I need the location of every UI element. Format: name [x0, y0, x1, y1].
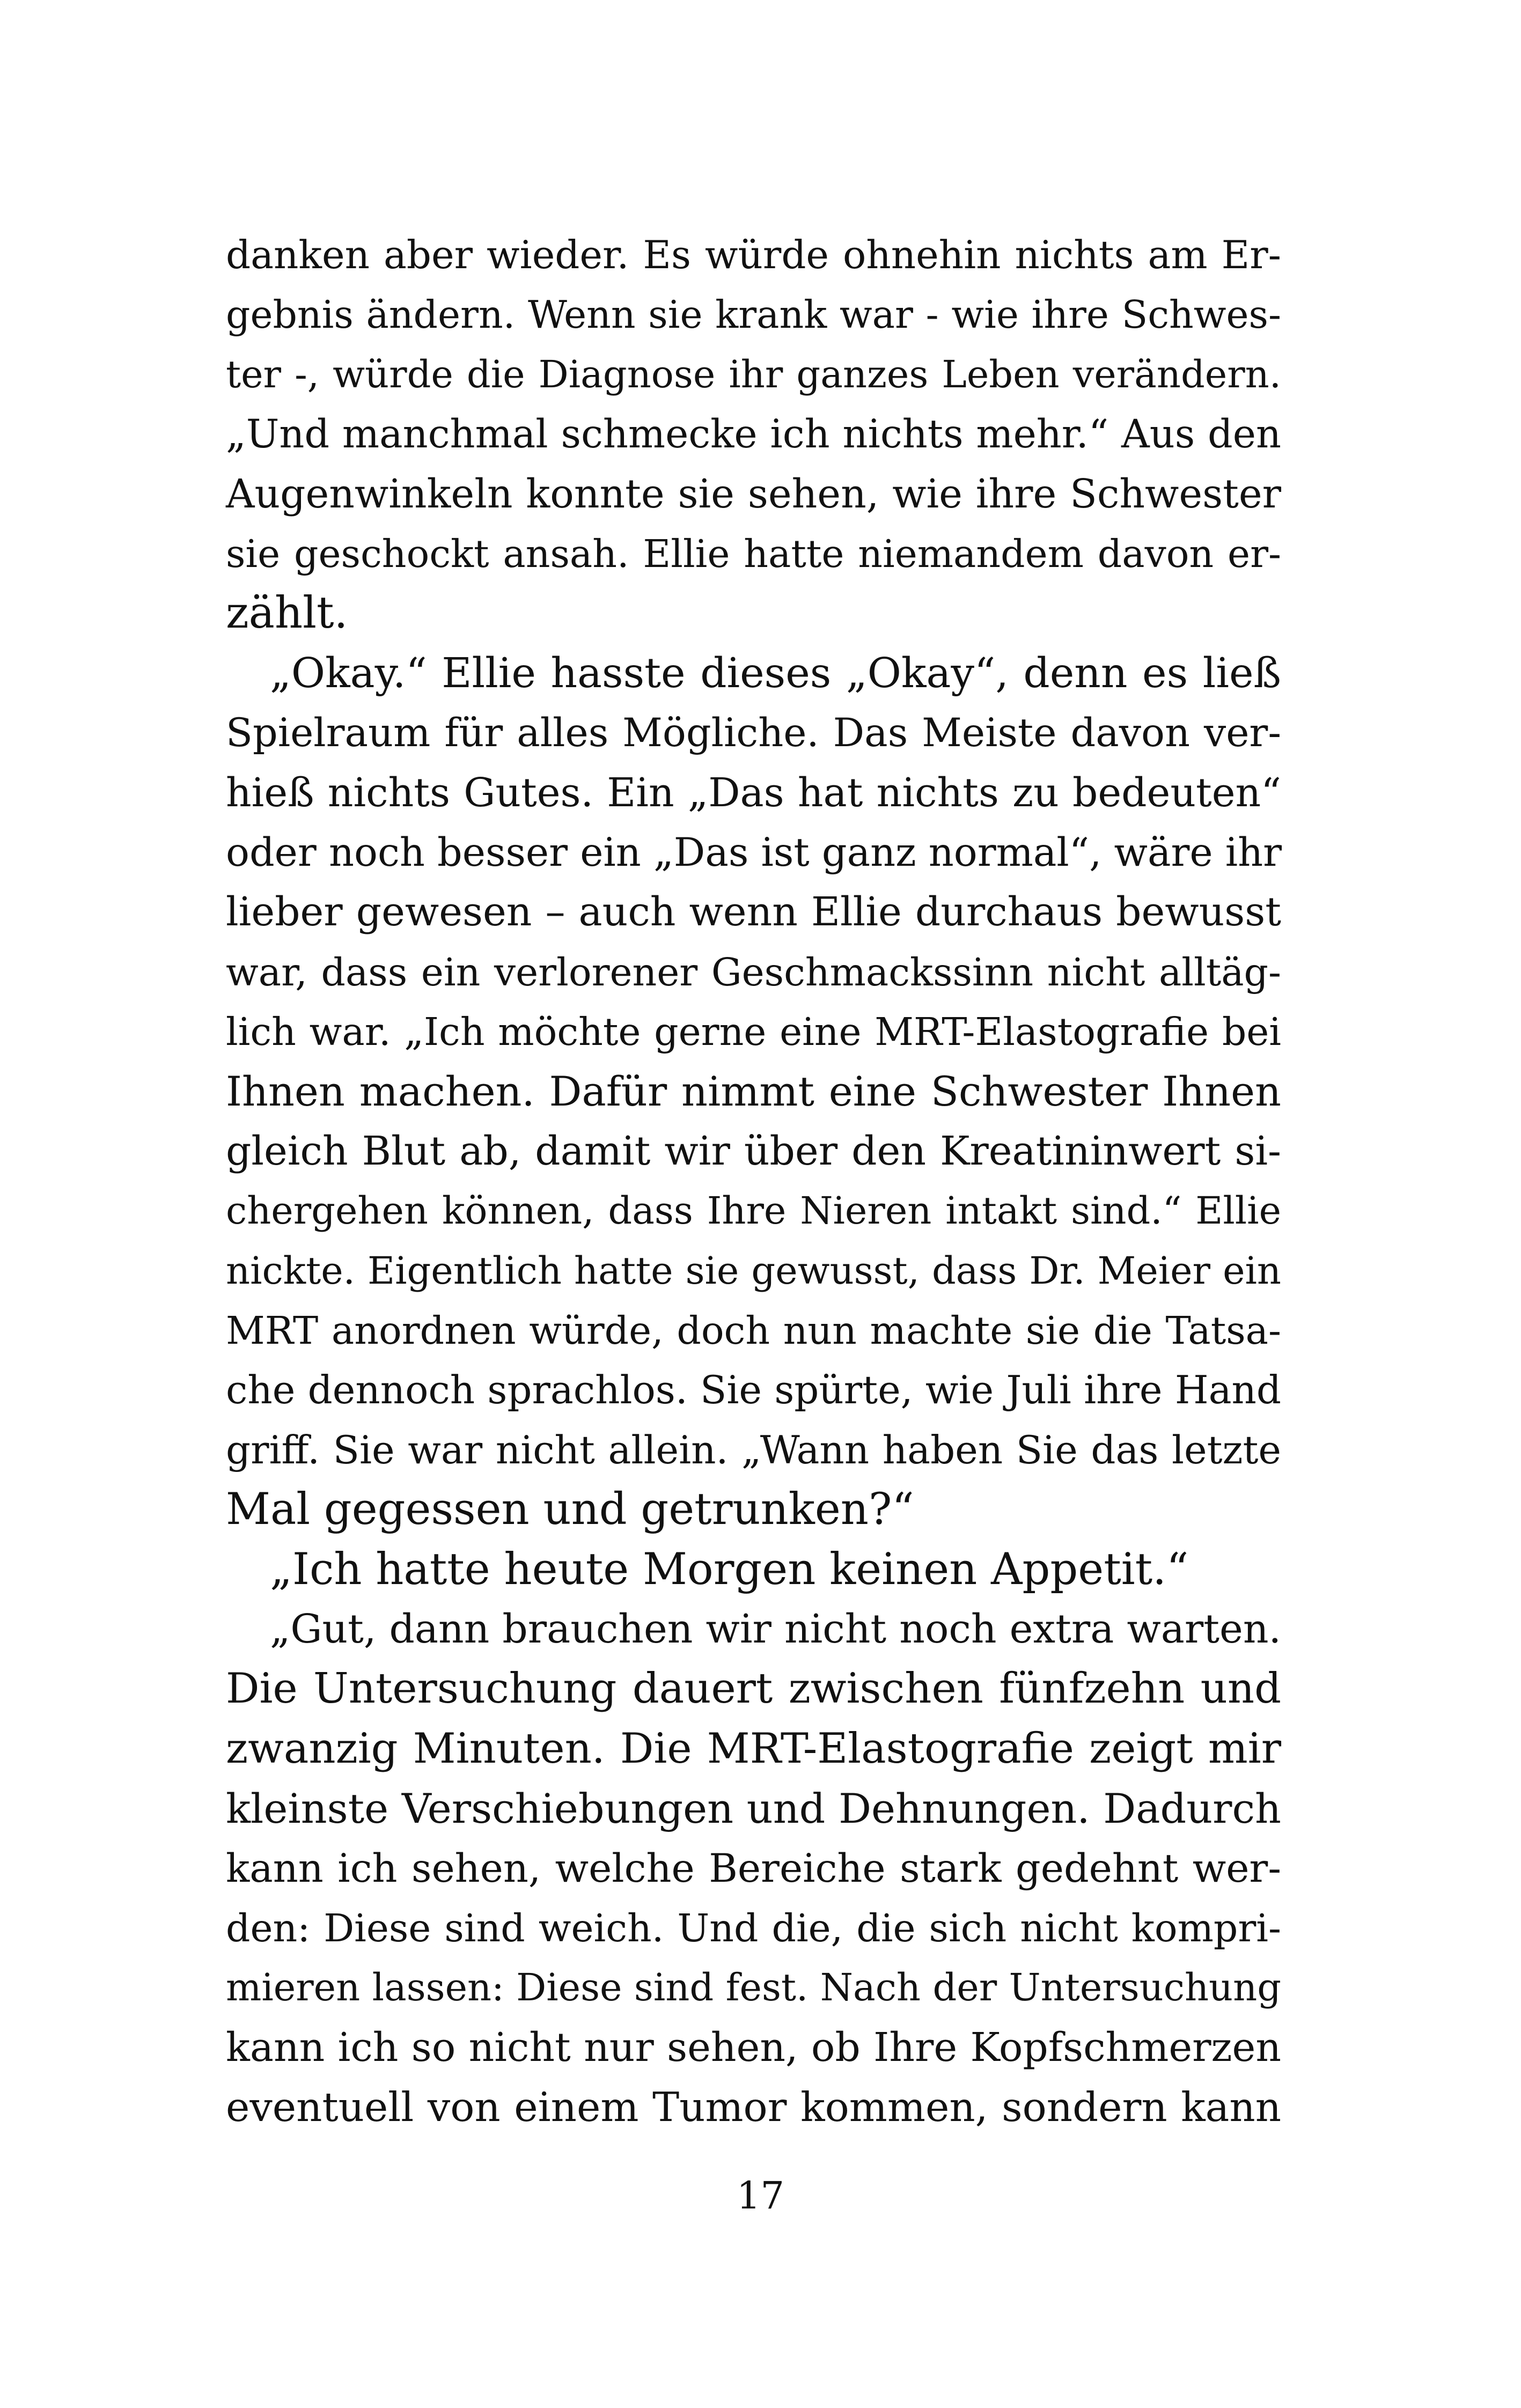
- text-line: ter -, würde die Diagnose ihr ganzes Leben verändern.: [226, 352, 1281, 396]
- body-text: [226, 225, 1281, 2138]
- text-line: Mal gegessen und getrunken?“: [226, 1484, 914, 1535]
- text-line: sie geschockt ansah. Ellie hatte niemandem davon er-: [226, 531, 1281, 576]
- text-line: Die Untersuchung dauert zwischen fünfzehn und: [226, 1665, 1281, 1713]
- text-line: den: Diese sind weich. Und die, die sich nicht kompri-: [226, 1905, 1281, 1950]
- text-line: Spielraum für alles Mögliche. Das Meiste davon ver-: [226, 710, 1281, 756]
- text-line: lieber gewesen – auch wenn Ellie durchaus bewusst: [226, 889, 1281, 936]
- text-line: hieß nichts Gutes. Ein „Das hat nichts zu bedeuten“: [226, 769, 1281, 816]
- text-line: Augenwinkeln konnte sie sehen, wie ihre Schwester: [226, 470, 1281, 517]
- text-line: lich war. „Ich möchte gerne eine MRT-Elastografie bei: [226, 1010, 1281, 1055]
- text-line: eventuell von einem Tumor kommen, sondern kann: [226, 2083, 1281, 2131]
- text-line: Ihnen machen. Dafür nimmt eine Schwester Ihnen: [226, 1067, 1281, 1116]
- text-line: mieren lassen: Diese sind fest. Nach der Untersuchung: [226, 1965, 1281, 2010]
- text-line: chergehen können, dass Ihre Nieren intakt sind.“ Ellie: [226, 1189, 1281, 1233]
- text-line: „Okay.“ Ellie hasste dieses „Okay“, denn es ließ: [270, 649, 1281, 697]
- text-line: gleich Blut ab, damit wir über den Kreatininwert si-: [226, 1128, 1281, 1174]
- text-line: kann ich sehen, welche Bereiche stark gedehnt wer-: [226, 1845, 1281, 1891]
- text-line: gebnis ändern. Wenn sie krank war - wie ihre Schwes-: [226, 292, 1281, 337]
- text-line: kann ich so nicht nur sehen, ob Ihre Kopfschmerzen: [226, 2024, 1281, 2071]
- text-line: nickte. Eigentlich hatte sie gewusst, dass Dr. Meier ein: [226, 1248, 1281, 1293]
- page-number: 17: [736, 2174, 785, 2218]
- text-line: griff. Sie war nicht allein. „Wann haben Sie das letzte: [226, 1427, 1281, 1472]
- text-line: oder noch besser ein „Das ist ganz normal“, wäre ihr: [226, 829, 1282, 875]
- text-line: che dennoch sprachlos. Sie spürte, wie Juli ihre Hand: [226, 1367, 1281, 1413]
- text-line: zwanzig Minuten. Die MRT-Elastografie zeigt mir: [226, 1724, 1281, 1773]
- text-line: war, dass ein verlorener Geschmackssinn nicht alltäg-: [226, 949, 1281, 995]
- text-line: danken aber wieder. Es würde ohnehin nichts am Er-: [226, 232, 1281, 277]
- text-line: MRT anordnen würde, doch nun machte sie die Tatsa-: [226, 1308, 1281, 1353]
- text-line: „Gut, dann brauchen wir nicht noch extra warten.: [270, 1606, 1281, 1652]
- text-line: zählt.: [226, 588, 348, 639]
- text-line: „Und manchmal schmecke ich nichts mehr.“ Aus den: [226, 411, 1281, 458]
- text-line: „Ich hatte heute Morgen keinen Appetit.“: [270, 1544, 1189, 1595]
- text-line: kleinste Verschiebungen und Dehnungen. Dadurch: [226, 1785, 1281, 1833]
